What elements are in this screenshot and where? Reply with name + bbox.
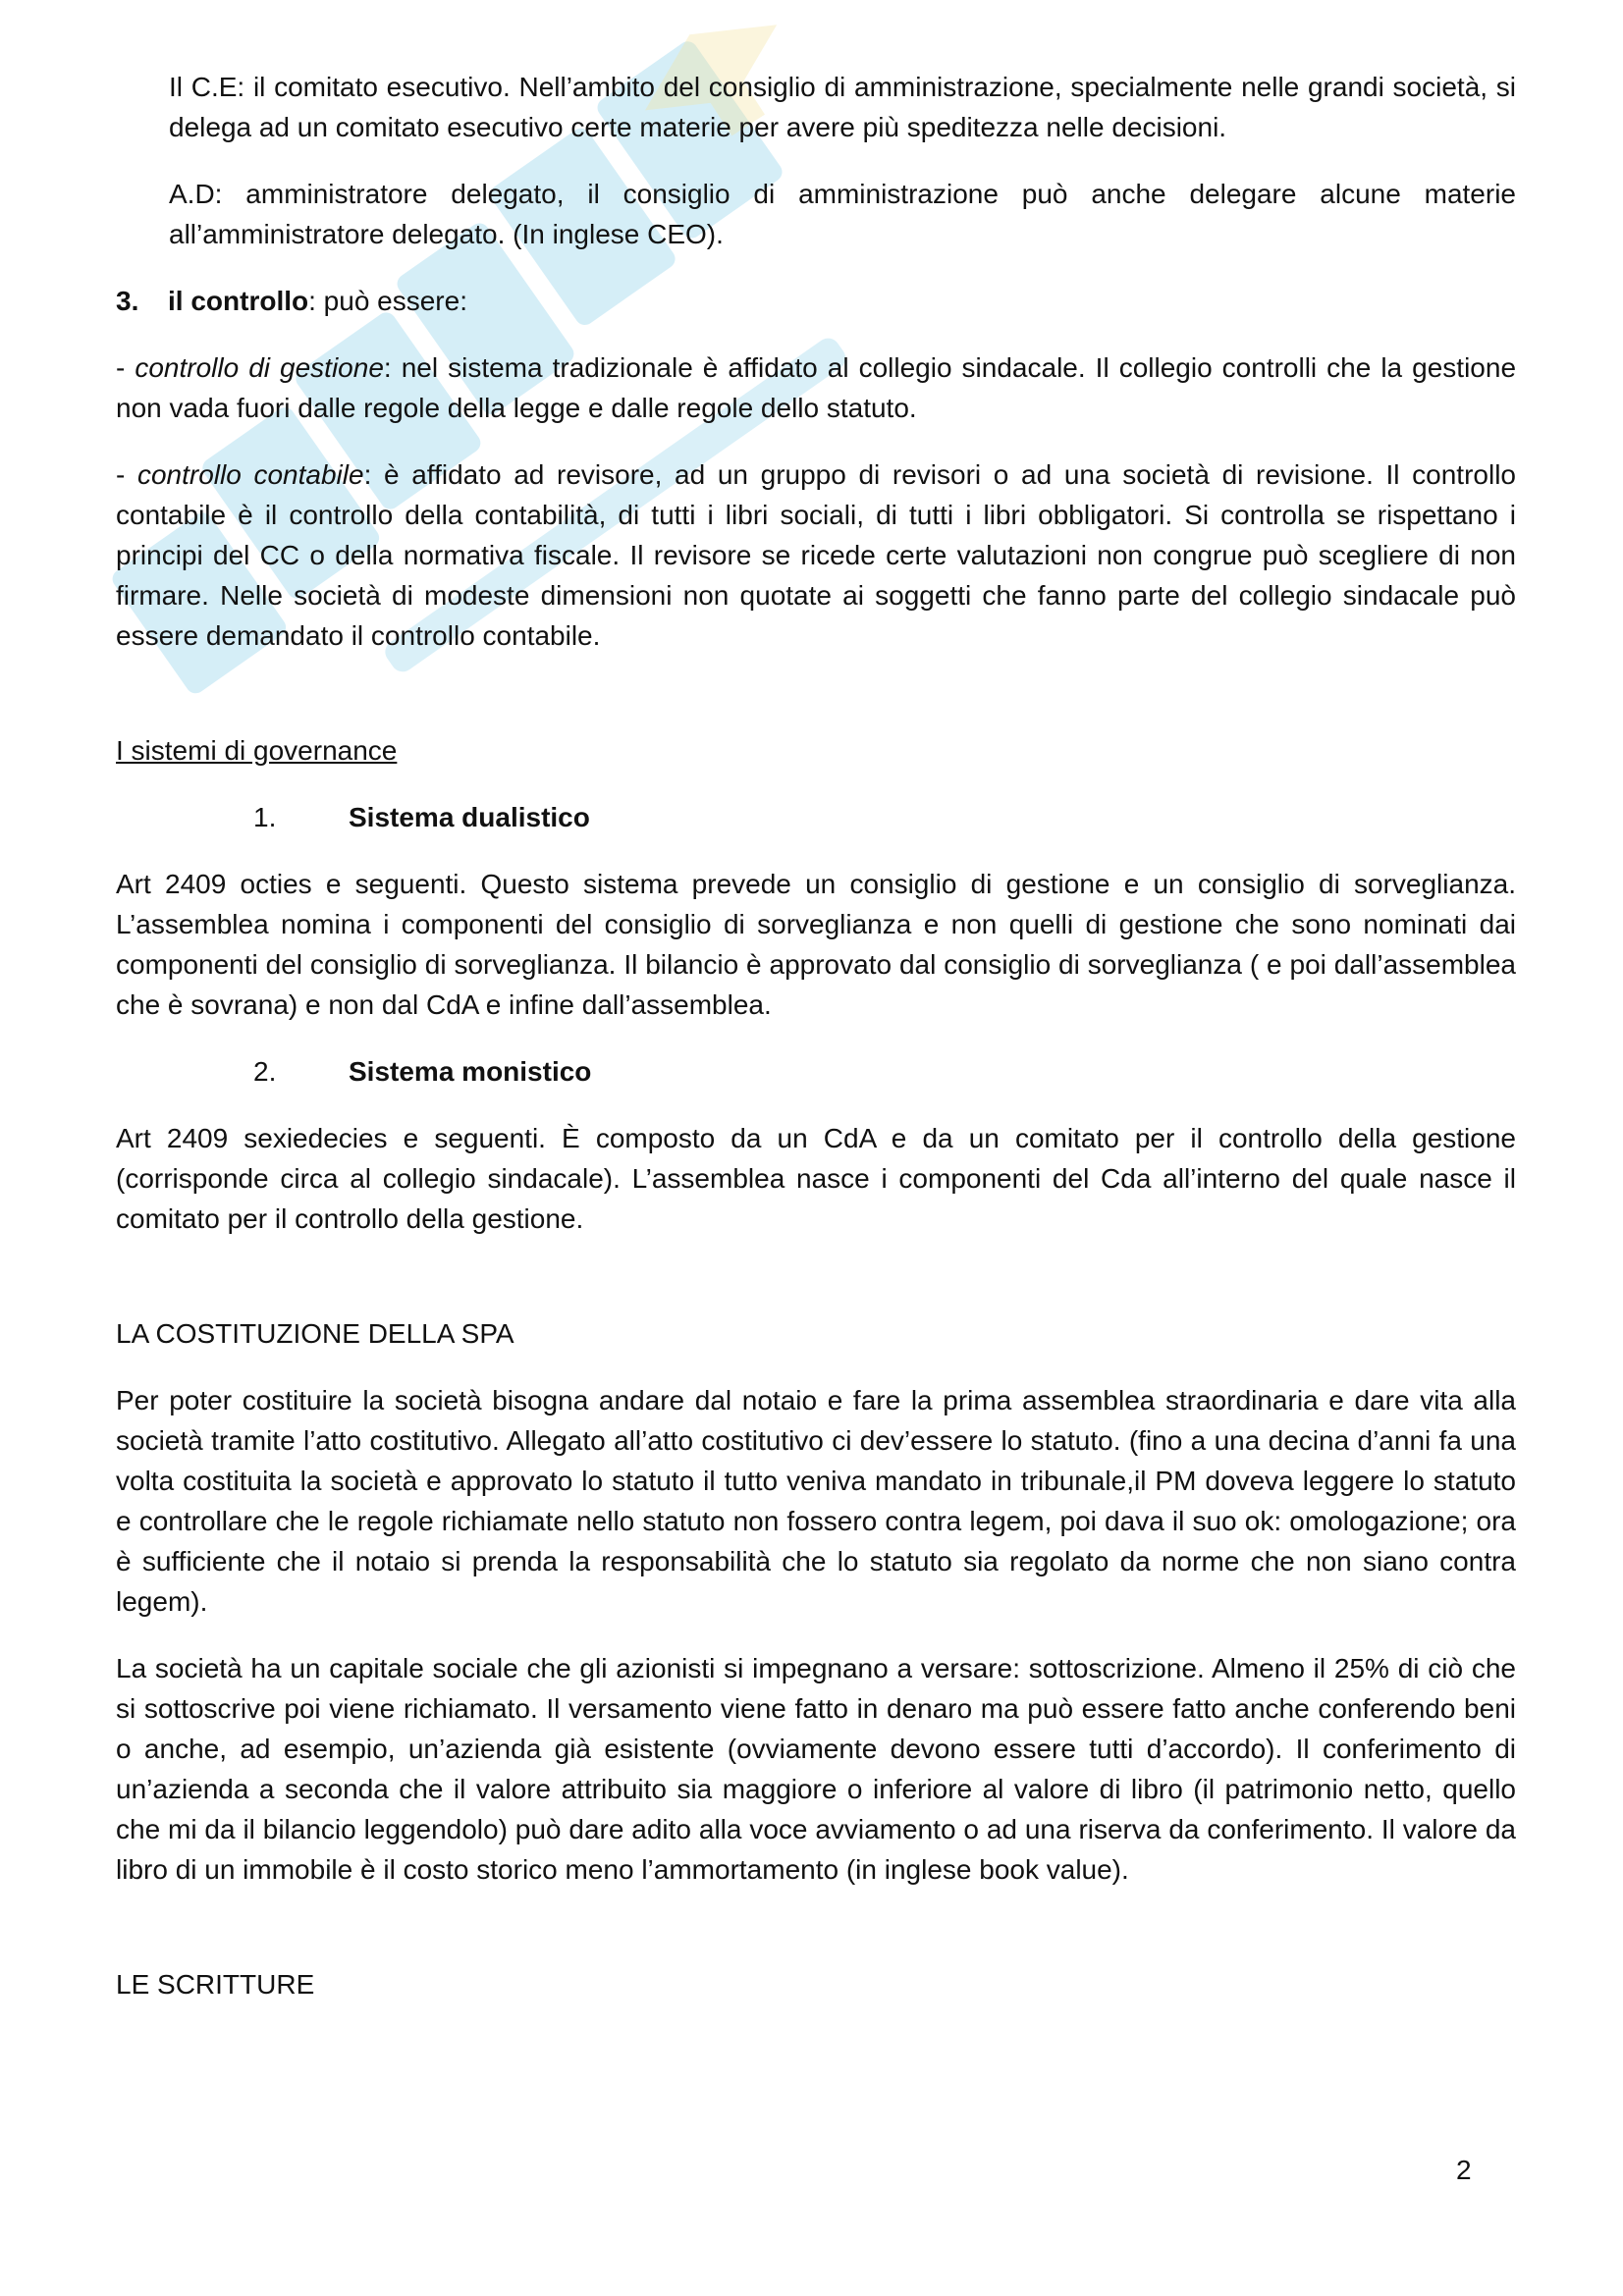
heading-sistema-dualistico [116,797,1516,837]
paragraph-sistema-monistico: Art 2409 sexiedecies e seguenti. È composto da un CdA e da un comitato per il controllo della gestione (corrisponde circa al collegio sindacale). L’assemblea nasce i componenti del Cda all’interno del quale nasce il comitato per il controllo della gestione. [116,1123,1516,1234]
page-number: 2 [1456,2155,1472,2185]
heading-sistema-monistico [116,1051,1516,1092]
heading-number: 2. [253,1056,277,1087]
section-heading-scritture: LE SCRITTURE [116,1969,315,2000]
heading-title: Sistema dualistico [349,802,590,832]
ce-text: il comitato esecutivo. Nell’ambito del consiglio di amministrazione, specialmente nelle grandi società, si delega ad un comitato esecutivo certe materie per avere più speditezza nelle decisioni. [169,72,1517,142]
section-heading-costituzione: LA COSTITUZIONE DELLA SPA [116,1318,514,1349]
paragraph-amministratore-delegato: A.D: amministratore delegato, il consiglio di amministrazione può anche delegare alcune materie all’amministratore delegato. (In inglese CEO). [169,179,1516,249]
heading-number: 1. [253,802,277,832]
term-controllo-contabile: controllo contabile [136,459,364,490]
text-controllo-contabile: : è affidato ad revisore, ad un gruppo di revisori o ad una società di revisione. Il controllo contabile è il controllo della contabilità, di tutti i libri sociali, di tutti i libri obbligatori. Si controlla se rispettano i principi del CC o della normativa fiscale. Il revisore se ricede certe valutazioni non congrue può scegliere di non firmare. Nelle società di modeste dimensioni non quotate ai soggetti che fanno parte del collegio sindacale può essere demandato il controllo contabile. [116,459,1516,651]
dash: - [116,352,135,383]
dash: - [116,459,137,490]
heading-il-controllo [116,281,1516,321]
heading-title: Sistema monistico [349,1056,592,1087]
heading-rest-text: : può essere: [308,286,467,316]
heading-bold-text: il controllo [168,286,309,316]
section-heading-governance: I sistemi di governance [116,735,398,766]
term-controllo-gestione: controllo di gestione [135,352,384,383]
paragraph-comitato-esecutivo [116,67,1516,147]
paragraph-sistema-dualistico: Art 2409 octies e seguenti. Questo sistema prevede un consiglio di gestione e un consiglio di sorveglianza. L’assemblea nomina i componenti del consiglio di sorveglianza e non quelli di gestione che sono nominati dai componenti del consiglio di sorveglianza. Il bilancio è approvato dal consiglio di sorveglianza ( e poi dall’assemblea che è sovrana) e non dal CdA e infine dall’assemblea. [116,869,1516,1020]
paragraph-controllo-contabile [116,454,1516,656]
paragraph-controllo-gestione [116,347,1516,428]
text-controllo-gestione: : nel sistema tradizionale è affidato al collegio sindacale. Il collegio controlli che la gestione non vada fuori dalle regole della legge e dalle regole dello statuto. [116,352,1517,423]
ce-label: Il C.E: [169,72,245,102]
paragraph-costituzione-2: La società ha un capitale sociale che gli azionisti si impegnano a versare: sottoscrizione. Almeno il 25% di ciò che si sottoscrive poi viene richiamato. Il versamento viene fatto in denaro ma può essere fatto anche conferendo beni o anche, ad esempio, un’azienda già esistente (ovviamente devono essere tutti d’accordo). Il conferimento di un’azienda a seconda che il valore attribuito sia maggiore o inferiore al valore di libro (il patrimonio netto, quello che mi da il bilancio leggendolo) può dare adito alla voce avviamento o ad una riserva da conferimento. Il valore da libro di un immobile è il costo storico meno l’ammortamento (in inglese book value). [116,1653,1516,1885]
document-body [116,67,1516,2031]
paragraph-costituzione-1: Per poter costituire la società bisogna andare dal notaio e fare la prima assemblea straordinaria e dare vita alla società tramite l’atto costitutivo. Allegato all’atto costitutivo ci dev’essere lo statuto. (fino a una decina d’anni fa una volta costituita la società e approvato lo statuto il tutto veniva mandato in tribunale,il PM doveva leggere lo statuto e controllare che le regole richiamate nello statuto non fossero contra legem, poi dava il suo ok: omologazione; ora è sufficiente che il notaio si prenda la responsabilità che lo statuto sia regolato da norme che non siano contra legem). [116,1385,1516,1617]
heading-number: 3. [116,286,139,316]
